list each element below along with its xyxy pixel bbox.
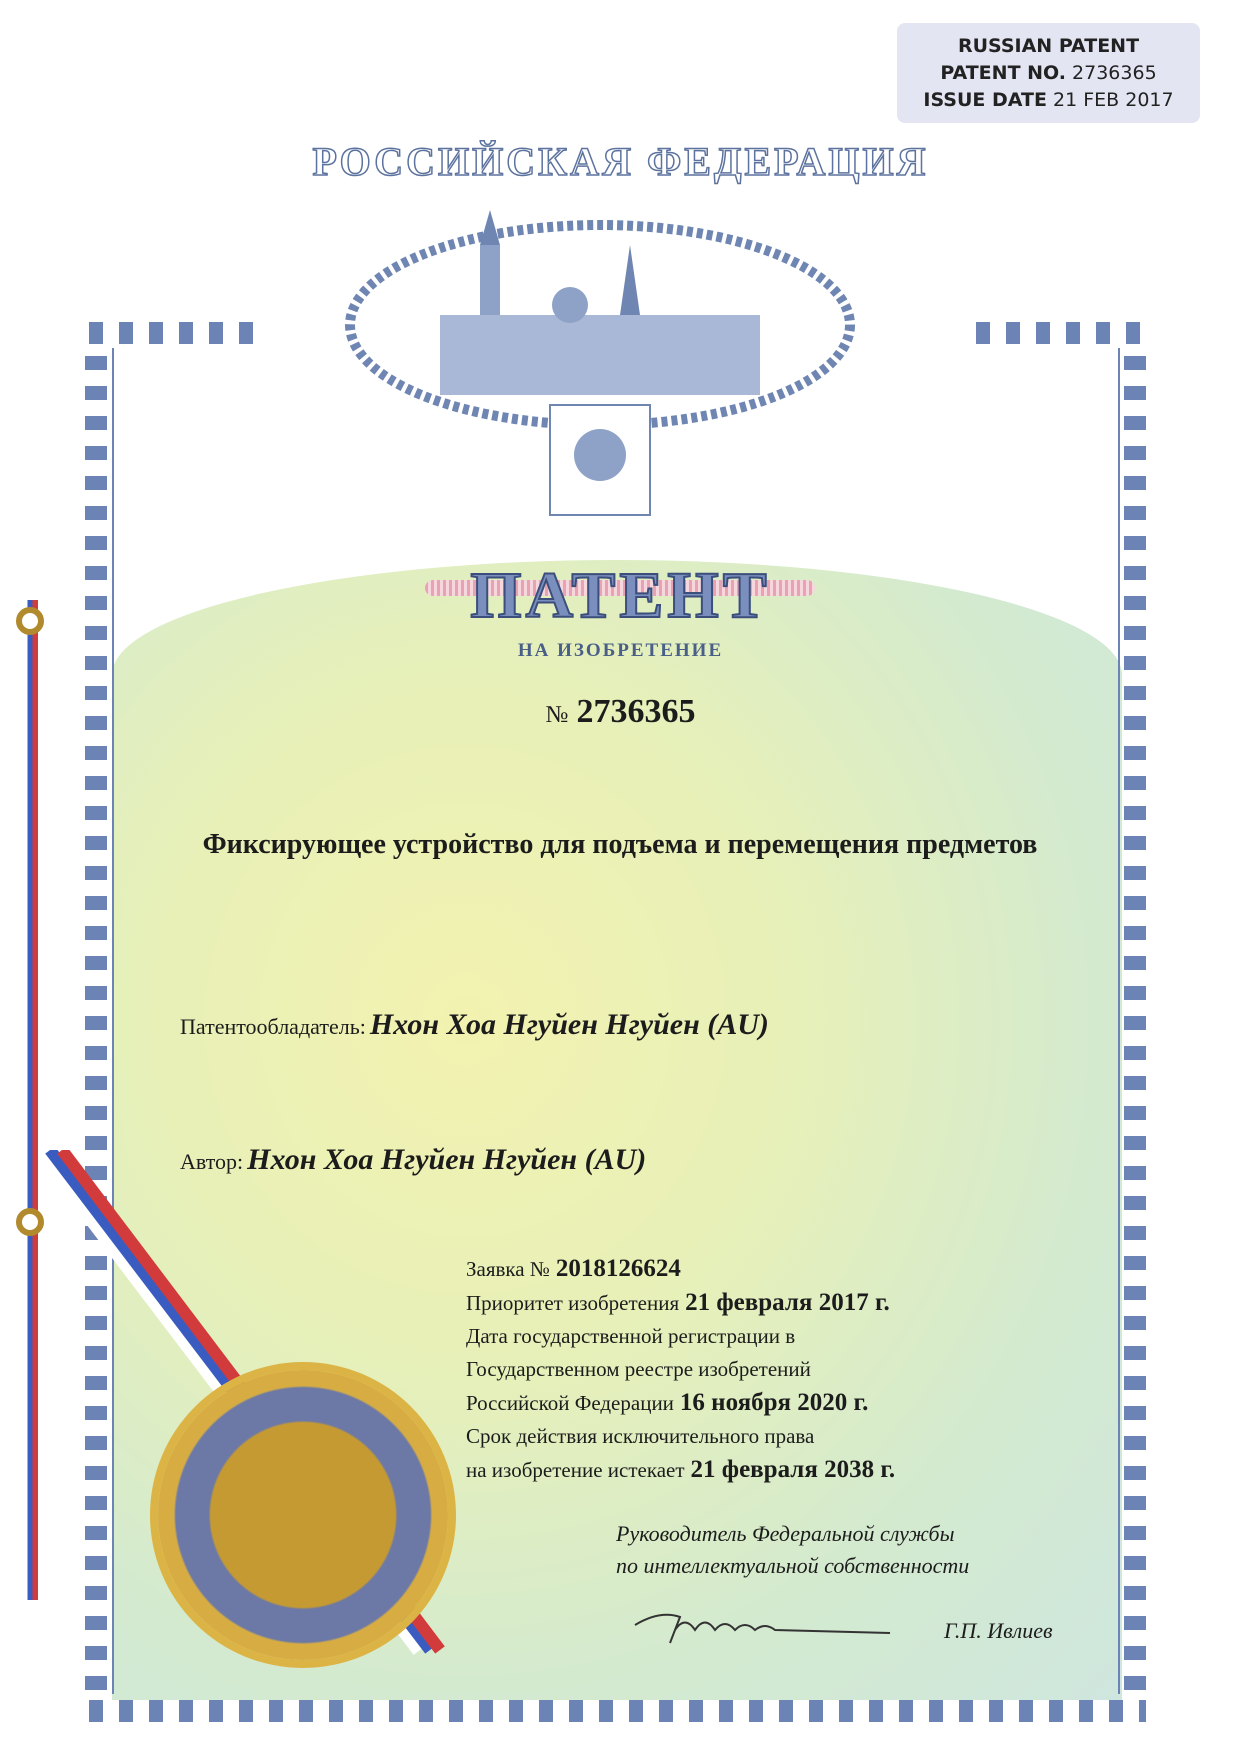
document-type: ПАТЕНТ (470, 559, 771, 632)
term-line-2: на изобретение истекает (466, 1458, 685, 1482)
number-sign: № (545, 702, 569, 728)
author-label: Автор: (180, 1149, 244, 1174)
signature (630, 1605, 900, 1650)
priority-label: Приоритет изобретения (466, 1291, 680, 1315)
badge-title: RUSSIAN PATENT (957, 35, 1140, 57)
signatory-title-line-2: по интеллектуальной собственности (616, 1553, 970, 1578)
holder-label: Патентообладатель: (180, 1014, 366, 1039)
coat-of-arms-icon (574, 429, 626, 481)
invention-title: Фиксирующее устройство для подъема и перемещения предметов (202, 829, 1038, 860)
patent-number-value: 2736365 (576, 693, 696, 730)
patent-holder (180, 1008, 769, 1042)
patent-number (0, 693, 1241, 731)
kremlin-emblem-illustration (320, 205, 880, 535)
signer-name: Г.П. Ивлиев (944, 1618, 1053, 1643)
registration-date: 16 ноября 2020 г. (679, 1389, 869, 1416)
signatory-title (616, 1518, 969, 1582)
registration-line-3: Российской Федерации (466, 1391, 674, 1415)
country-heading: РОССИЙСКАЯ ФЕДЕРАЦИЯ (312, 139, 929, 184)
eyelet-ring (16, 607, 44, 635)
patent-no-label: PATENT NO. (940, 62, 1066, 84)
ornamental-border-right (1124, 322, 1146, 1722)
issue-date-label: ISSUE DATE (923, 89, 1047, 111)
holder-value: Нхон Хоа Нгуйен Нгуйен (AU) (369, 1008, 769, 1041)
ornamental-border-top-left (85, 322, 260, 344)
gold-seal (158, 1370, 448, 1660)
issue-date-value: 21 FEB 2017 (1053, 89, 1174, 111)
document-subtitle: НА ИЗОБРЕТЕНИЕ (517, 640, 724, 661)
tricolor-ribbon (22, 600, 38, 1600)
patent-no-value: 2736365 (1072, 62, 1157, 84)
registration-details (466, 1252, 895, 1487)
expiry-date: 21 февраля 2038 г. (690, 1456, 896, 1483)
ornamental-border-top-right (972, 322, 1146, 344)
term-line-1: Срок действия исключительного права (466, 1424, 815, 1448)
registration-line-2: Государственном реестре изобретений (466, 1357, 811, 1381)
inner-line (1118, 348, 1120, 1694)
application-label: Заявка № (466, 1257, 550, 1281)
application-number: 2018126624 (555, 1255, 681, 1282)
registration-line-1: Дата государственной регистрации в (466, 1324, 796, 1348)
signatory-title-line-1: Руководитель Федеральной службы (616, 1521, 955, 1546)
patent-info-badge (897, 23, 1200, 123)
priority-date: 21 февраля 2017 г. (685, 1289, 890, 1316)
ornamental-border-bottom (85, 1700, 1146, 1722)
author-value: Нхон Хоа Нгуйен Нгуйен (AU) (247, 1143, 647, 1176)
